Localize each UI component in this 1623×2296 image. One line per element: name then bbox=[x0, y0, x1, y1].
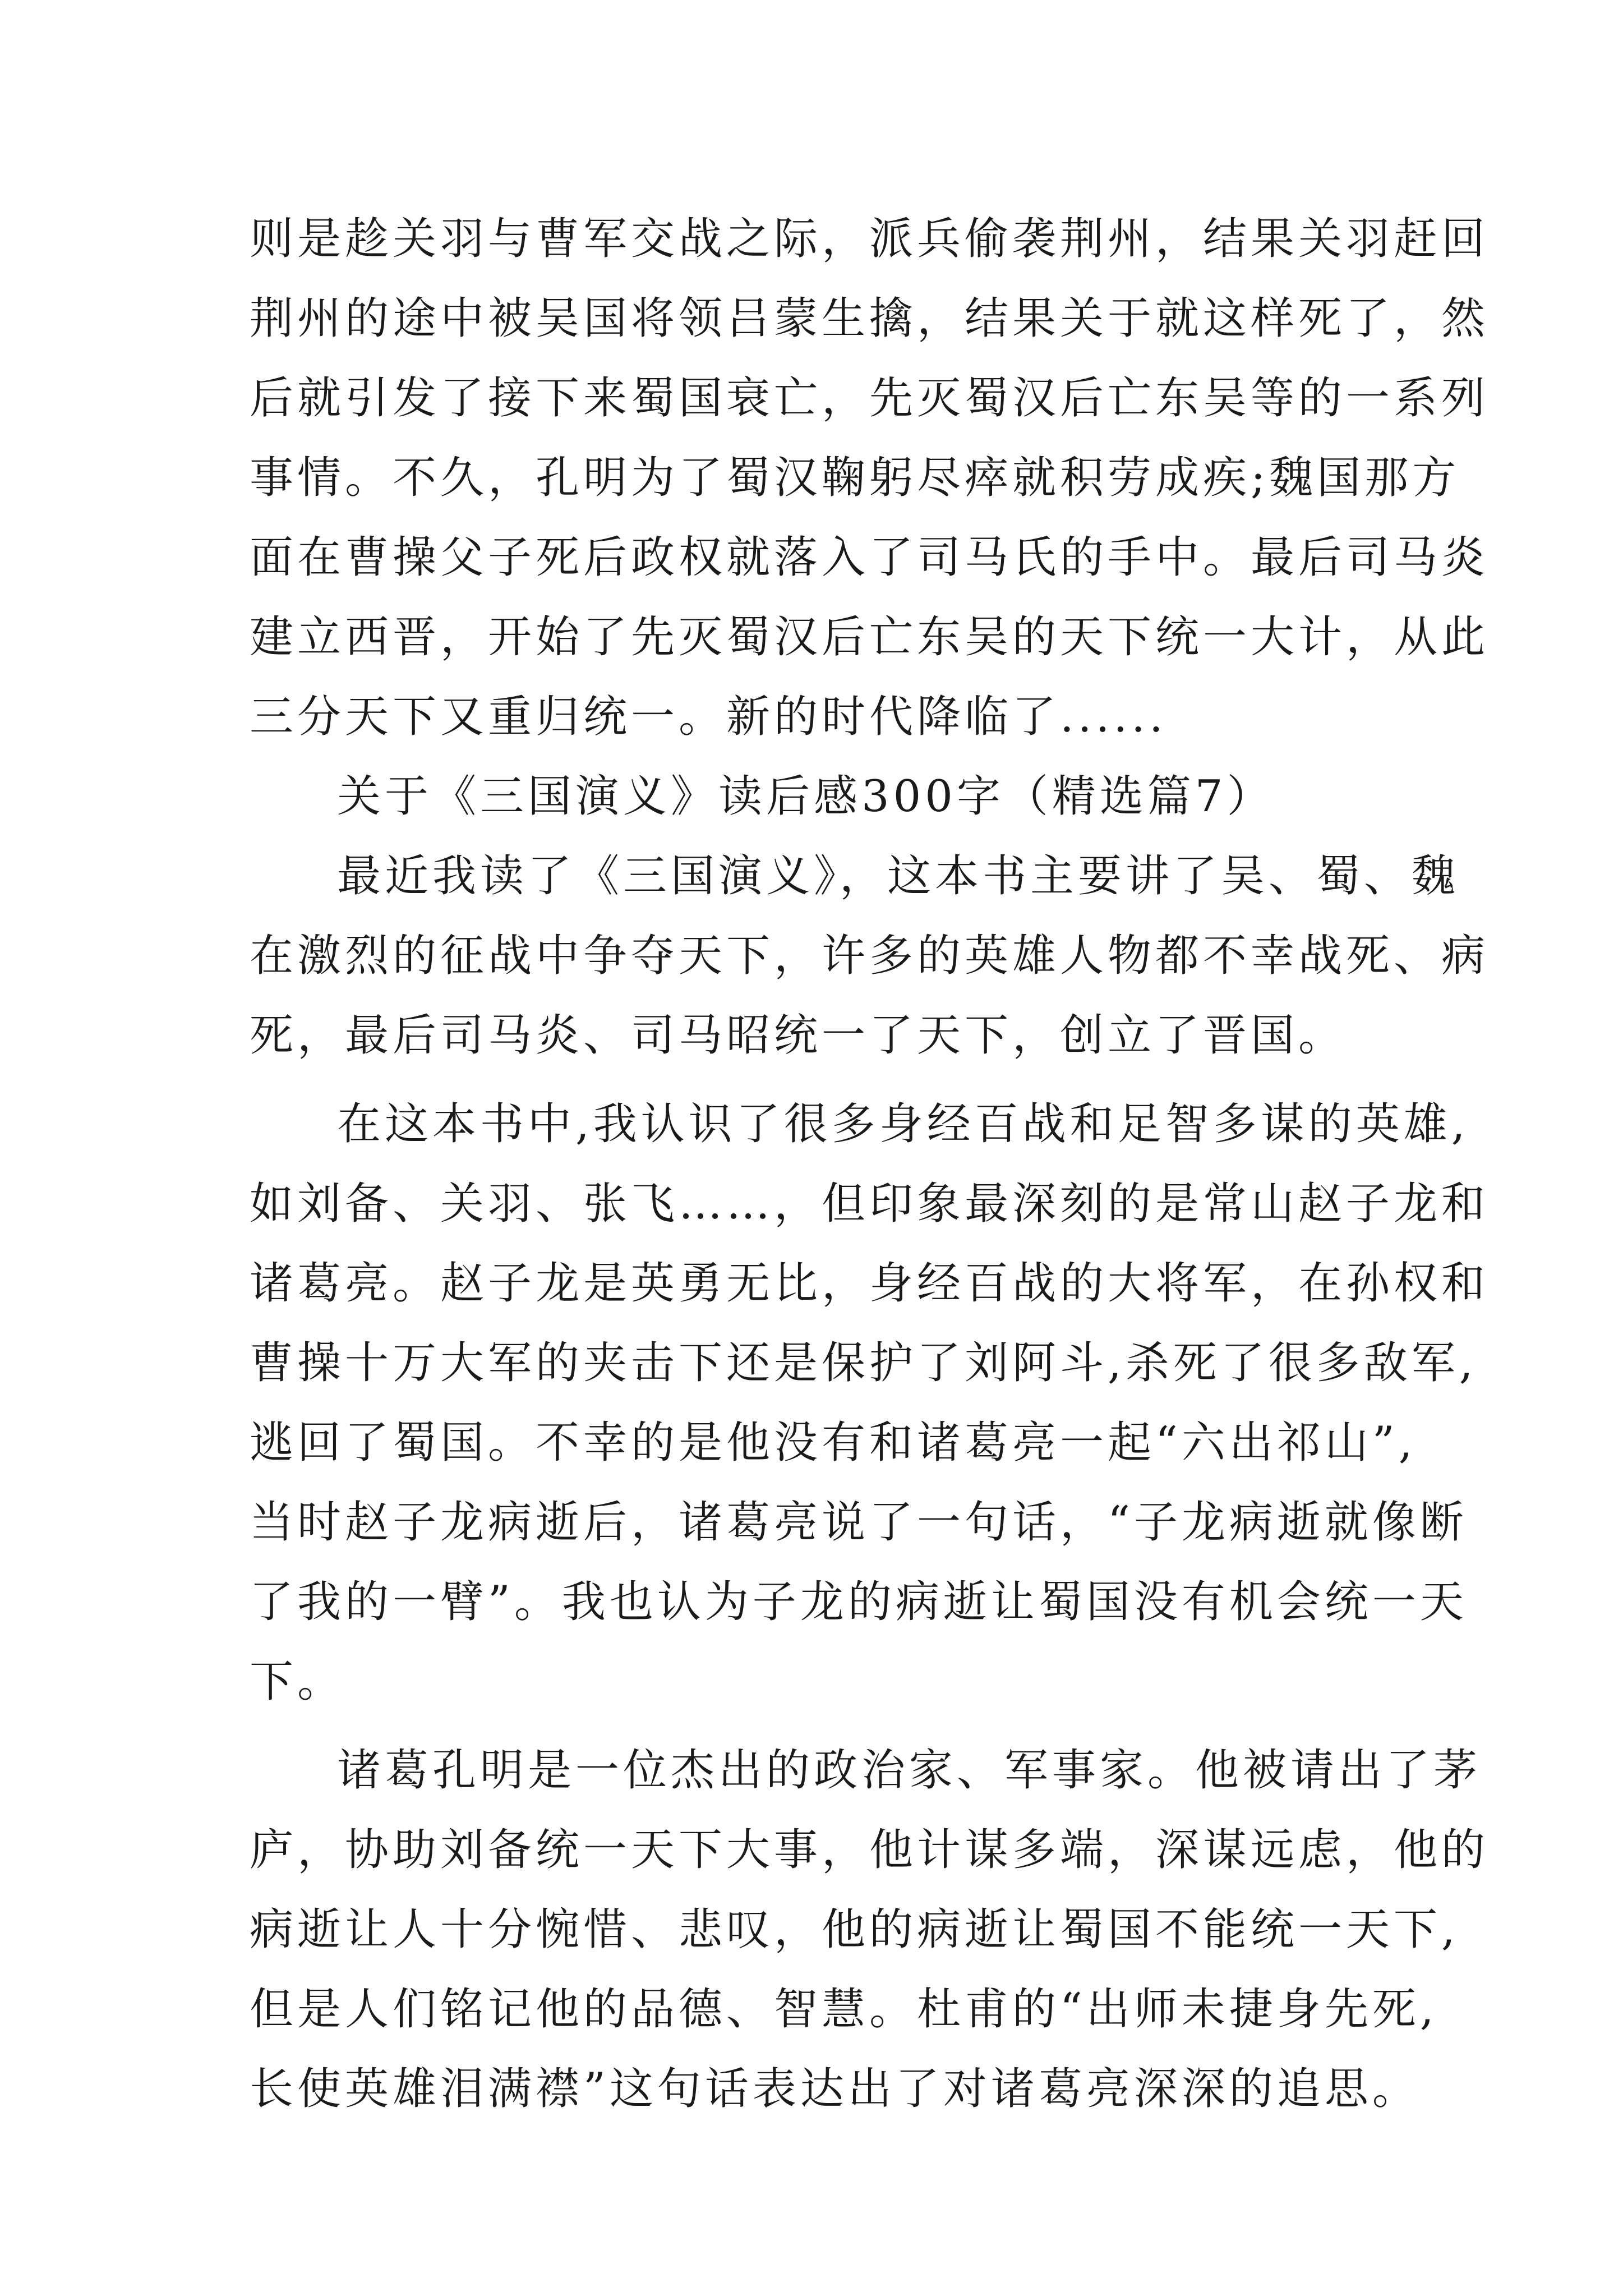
text-line: 当时赵子龙病逝后，诸葛亮说了一句话，“子龙病逝就像断 bbox=[250, 1497, 1468, 1548]
document-body bbox=[250, 199, 1490, 2129]
text-line: 在这本书中,我认识了很多身经百战和足智多谋的英雄, bbox=[337, 1099, 1469, 1149]
paragraph-3 bbox=[250, 1731, 1490, 2129]
text-line: 事情。不久，孔明为了蜀汉鞠躬尽瘁就积劳成疾;魏国那方 bbox=[250, 453, 1460, 503]
text-line: 长使英雄泪满襟”这句话表达出了对诸葛亮深深的追思。 bbox=[250, 2064, 1420, 2114]
text-line: 但是人们铭记他的品德、智慧。杜甫的“出师未捷身先死, bbox=[250, 1984, 1438, 2035]
text-line: 面在曹操父子死后政权就落入了司马氏的手中。最后司马炎 bbox=[250, 532, 1490, 583]
text-line: 庐，协助刘备统一天下大事，他计谋多端，深谋远虑，他的 bbox=[250, 1825, 1490, 1875]
text-line: 逃回了蜀国。不幸的是他没有和诸葛亮一起“六出祁山”, bbox=[250, 1418, 1417, 1468]
text-line: 后就引发了接下来蜀国衰亡，先灭蜀汉后亡东吴等的一系列 bbox=[250, 373, 1490, 424]
paragraph-1 bbox=[250, 836, 1490, 1075]
section-heading: 关于《三国演义》读后感300字（精选篇7） bbox=[337, 771, 1275, 822]
text-line: 如刘备、关羽、张飞……，但印象最深刻的是常山赵子龙和 bbox=[250, 1179, 1490, 1229]
text-line: 诸葛亮。赵子龙是英勇无比，身经百战的大将军，在孙权和 bbox=[250, 1258, 1490, 1309]
text-line: 荆州的途中被吴国将领吕蒙生擒，结果关于就这样死了，然 bbox=[250, 293, 1490, 344]
text-line: 下。 bbox=[250, 1657, 345, 1707]
text-line: 在激烈的征战中争夺天下，许多的英雄人物都不幸战死、病 bbox=[250, 931, 1490, 981]
paragraph-2 bbox=[250, 1084, 1490, 1722]
text-line: 则是趁关羽与曹军交战之际，派兵偷袭荆州，结果关羽赶回 bbox=[250, 214, 1490, 264]
text-line: 死，最后司马炎、司马昭统一了天下，创立了晋国。 bbox=[250, 1010, 1347, 1061]
text-line: 曹操十万大军的夹击下还是保护了刘阿斗,杀死了很多敌军, bbox=[250, 1338, 1477, 1388]
text-line: 病逝让人十分惋惜、悲叹，他的病逝让蜀国不能统一天下, bbox=[250, 1904, 1459, 1955]
text-line: 诸葛孔明是一位杰出的政治家、军事家。他被请出了茅 bbox=[337, 1745, 1482, 1796]
text-line: 建立西晋，开始了先灭蜀汉后亡东吴的天下统一大计，从此 bbox=[250, 612, 1490, 662]
text-line: 三分天下又重归统一。新的时代降临了...... bbox=[250, 692, 1167, 742]
text-line: 了我的一臂”。我也认为子龙的病逝让蜀国没有机会统一天 bbox=[250, 1577, 1468, 1627]
paragraph-continued bbox=[250, 199, 1490, 757]
text-line: 最近我读了《三国演义》，这本书主要讲了吴、蜀、魏 bbox=[337, 851, 1460, 901]
